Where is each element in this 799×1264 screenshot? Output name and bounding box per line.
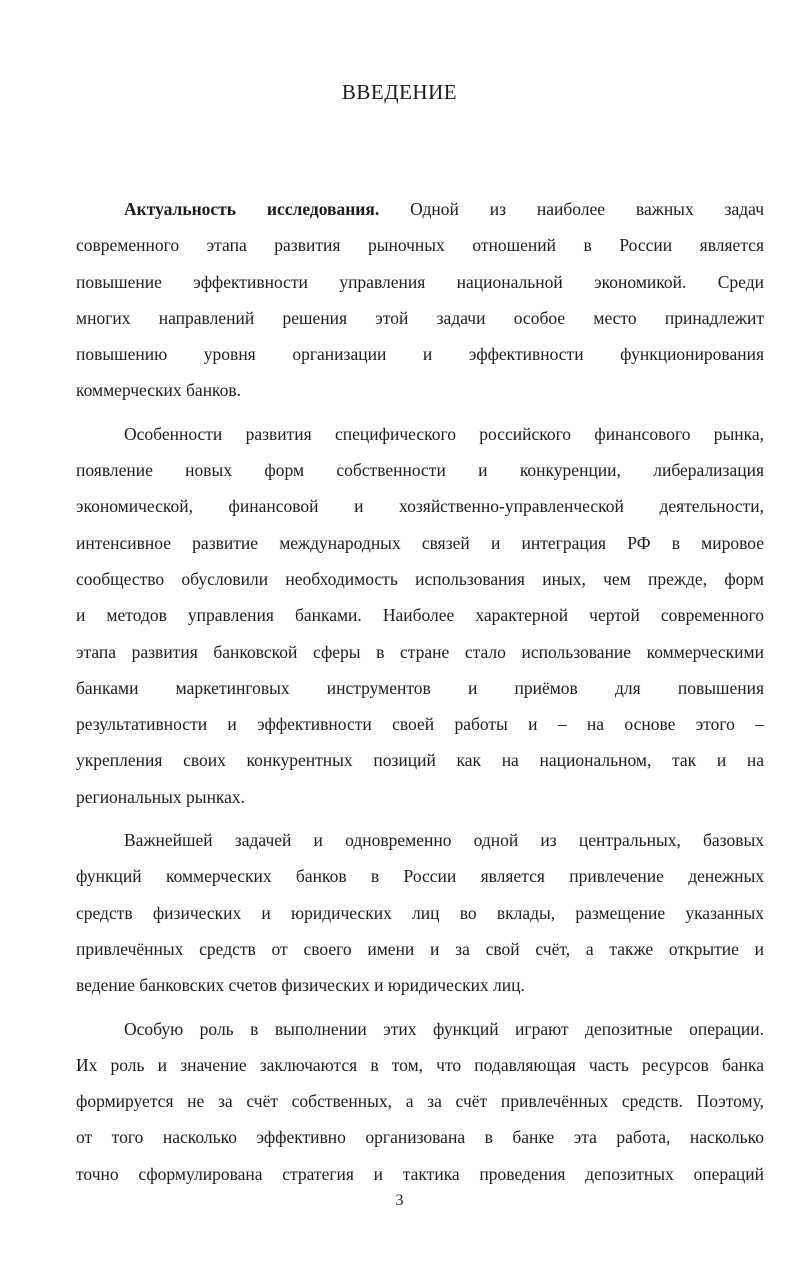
text-line: Важнейшей задачей и одновременно одной из центральных, базовых <box>124 830 764 851</box>
text-line: повышение эффективности управления национальной экономикой. Среди <box>76 271 764 292</box>
text-line: ведение банковских счетов физических и юридических лиц. <box>76 975 525 996</box>
text-line: банками маркетинговых инструментов и приёмов для повышения <box>76 677 764 698</box>
text-line: Особенности развития специфического российского финансового рынка, <box>124 423 764 444</box>
page-number: 3 <box>395 1192 404 1209</box>
lead-heading: Актуальность исследования. <box>124 199 380 219</box>
text-line: сообщество обусловили необходимость использования иных, чем прежде, форм <box>76 568 764 589</box>
text-line: результативности и эффективности своей работы и – на основе этого – <box>76 714 764 735</box>
text-line: повышению уровня организации и эффективности функционирования <box>76 344 764 365</box>
text-line: средств физических и юридических лиц во вклады, размещение указанных <box>76 902 764 923</box>
paragraph-gap <box>76 409 764 416</box>
text-line: экономической, финансовой и хозяйственно-управленческой деятельности, <box>76 496 764 517</box>
text-line: формируется не за счёт собственных, а за счёт привлечённых средств. Поэтому, <box>76 1091 764 1112</box>
text-line: региональных рынках. <box>76 786 246 807</box>
paragraph-gap <box>76 815 764 822</box>
page-title: ВВЕДЕНИЕ <box>341 80 458 104</box>
text-line: привлечённых средств от своего имени и за свой счёт, а также открытие и <box>76 938 764 959</box>
text-line: появление новых форм собственности и конкуренции, либерализация <box>76 460 764 481</box>
body-text <box>76 191 764 1192</box>
text-line: многих направлений решения этой задачи особое место принадлежит <box>76 307 764 328</box>
text-line <box>76 191 764 227</box>
paragraph-gap <box>76 1004 764 1011</box>
text-line: современного этапа развития рыночных отношений в России является <box>76 235 764 256</box>
text-line: укрепления своих конкурентных позиций как на национальном, так и на <box>76 750 764 771</box>
text-line: функций коммерческих банков в России является привлечение денежных <box>76 866 764 887</box>
text-line: точно сформулирована стратегия и тактика проведения депозитных операций <box>76 1163 764 1184</box>
text-line: и методов управления банками. Наиболее характерной чертой современного <box>76 605 764 626</box>
text-line: коммерческих банков. <box>76 380 242 401</box>
text-line: Особую роль в выполнении этих функций играют депозитные операции. <box>124 1018 764 1039</box>
text-line: интенсивное развитие международных связей и интеграция РФ в мировое <box>76 532 764 553</box>
text-line: Их роль и значение заключаются в том, что подавляющая часть ресурсов банка <box>76 1054 764 1075</box>
text-fragment: Одной из наиболее важных задач <box>379 199 764 219</box>
text-line: этапа развития банковской сферы в стране стало использование коммерческими <box>76 641 764 662</box>
text-line: от того насколько эффективно организована в банке эта работа, насколько <box>76 1127 764 1148</box>
